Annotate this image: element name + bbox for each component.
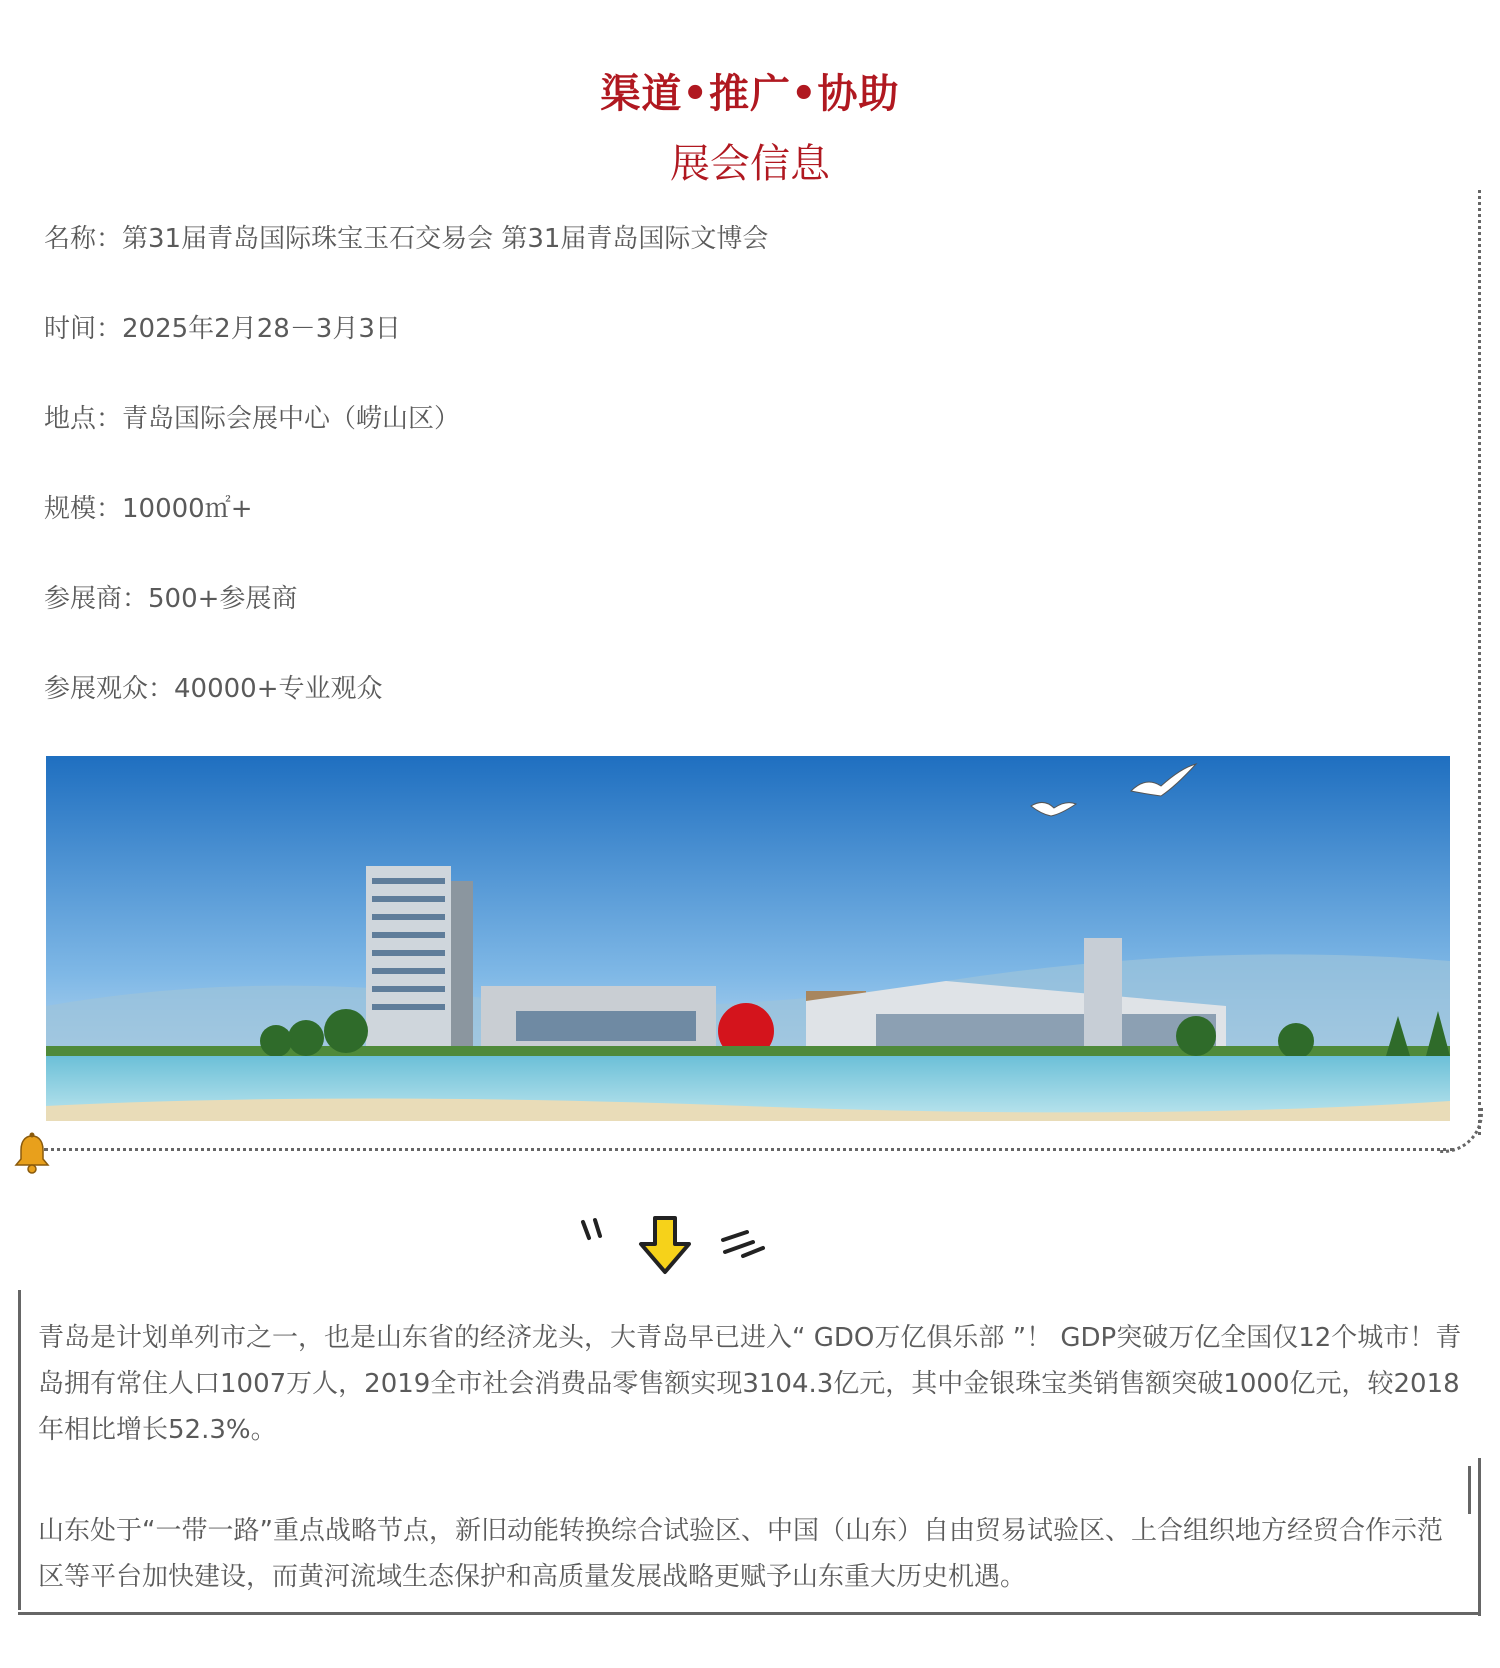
- info-exhibitors: 参展商：500+参展商: [44, 584, 298, 614]
- tall-building-side: [451, 881, 473, 1046]
- yellow-arrow: [641, 1218, 689, 1272]
- down-arrow-icon: [575, 1210, 795, 1280]
- section-subtitle: 展会信息: [670, 141, 830, 187]
- paragraph-qingdao: 青岛是计划单列市之一，也是山东省的经济龙头，大青岛早已进入“ GDO万亿俱乐部 ”！ GDP突破万亿全国仅12个城市！青岛拥有常住人口1007万人，2019全市社会消费品零售额实现3104.3亿元，其中金银珠宝类销售额突破1000亿元，较2018年相比增长52.3%。: [38, 1323, 1462, 1445]
- section-title: 渠道•推广•协助: [600, 71, 900, 117]
- info-audience: 参展观众：40000+专业观众: [44, 674, 383, 704]
- text-box-left-border: [18, 1290, 21, 1610]
- low-building-glass: [516, 1011, 696, 1041]
- hall-tower: [1084, 938, 1122, 1053]
- text-box-right-accent: [1468, 1466, 1471, 1514]
- bell-icon: [10, 1130, 54, 1174]
- info-time: 时间：2025年2月28－3月3日: [44, 314, 401, 344]
- info-name: 名称：第31届青岛国际珠宝玉石交易会 第31届青岛国际文博会: [44, 224, 769, 254]
- dotted-frame-bottom: [44, 1148, 1454, 1151]
- motion-lines-right-icon: [723, 1232, 763, 1256]
- info-location: 地点：青岛国际会展中心（崂山区）: [44, 404, 461, 434]
- dotted-frame-right: [1478, 190, 1481, 1135]
- paragraph-shandong: 山东处于“一带一路”重点战略节点，新旧动能转换综合试验区、中国（山东）自由贸易试验区、上合组织地方经贸合作示范区等平台加快建设，而黄河流域生态保护和高质量发展战略更赋予山东重大历史机遇。: [38, 1516, 1443, 1592]
- info-scale: 规模：10000㎡+: [44, 494, 253, 524]
- text-box-right-border: [1478, 1458, 1481, 1616]
- convention-center-banner: [46, 756, 1450, 1121]
- motion-lines-left-icon: [583, 1220, 600, 1238]
- text-box-bottom-border: [18, 1612, 1480, 1615]
